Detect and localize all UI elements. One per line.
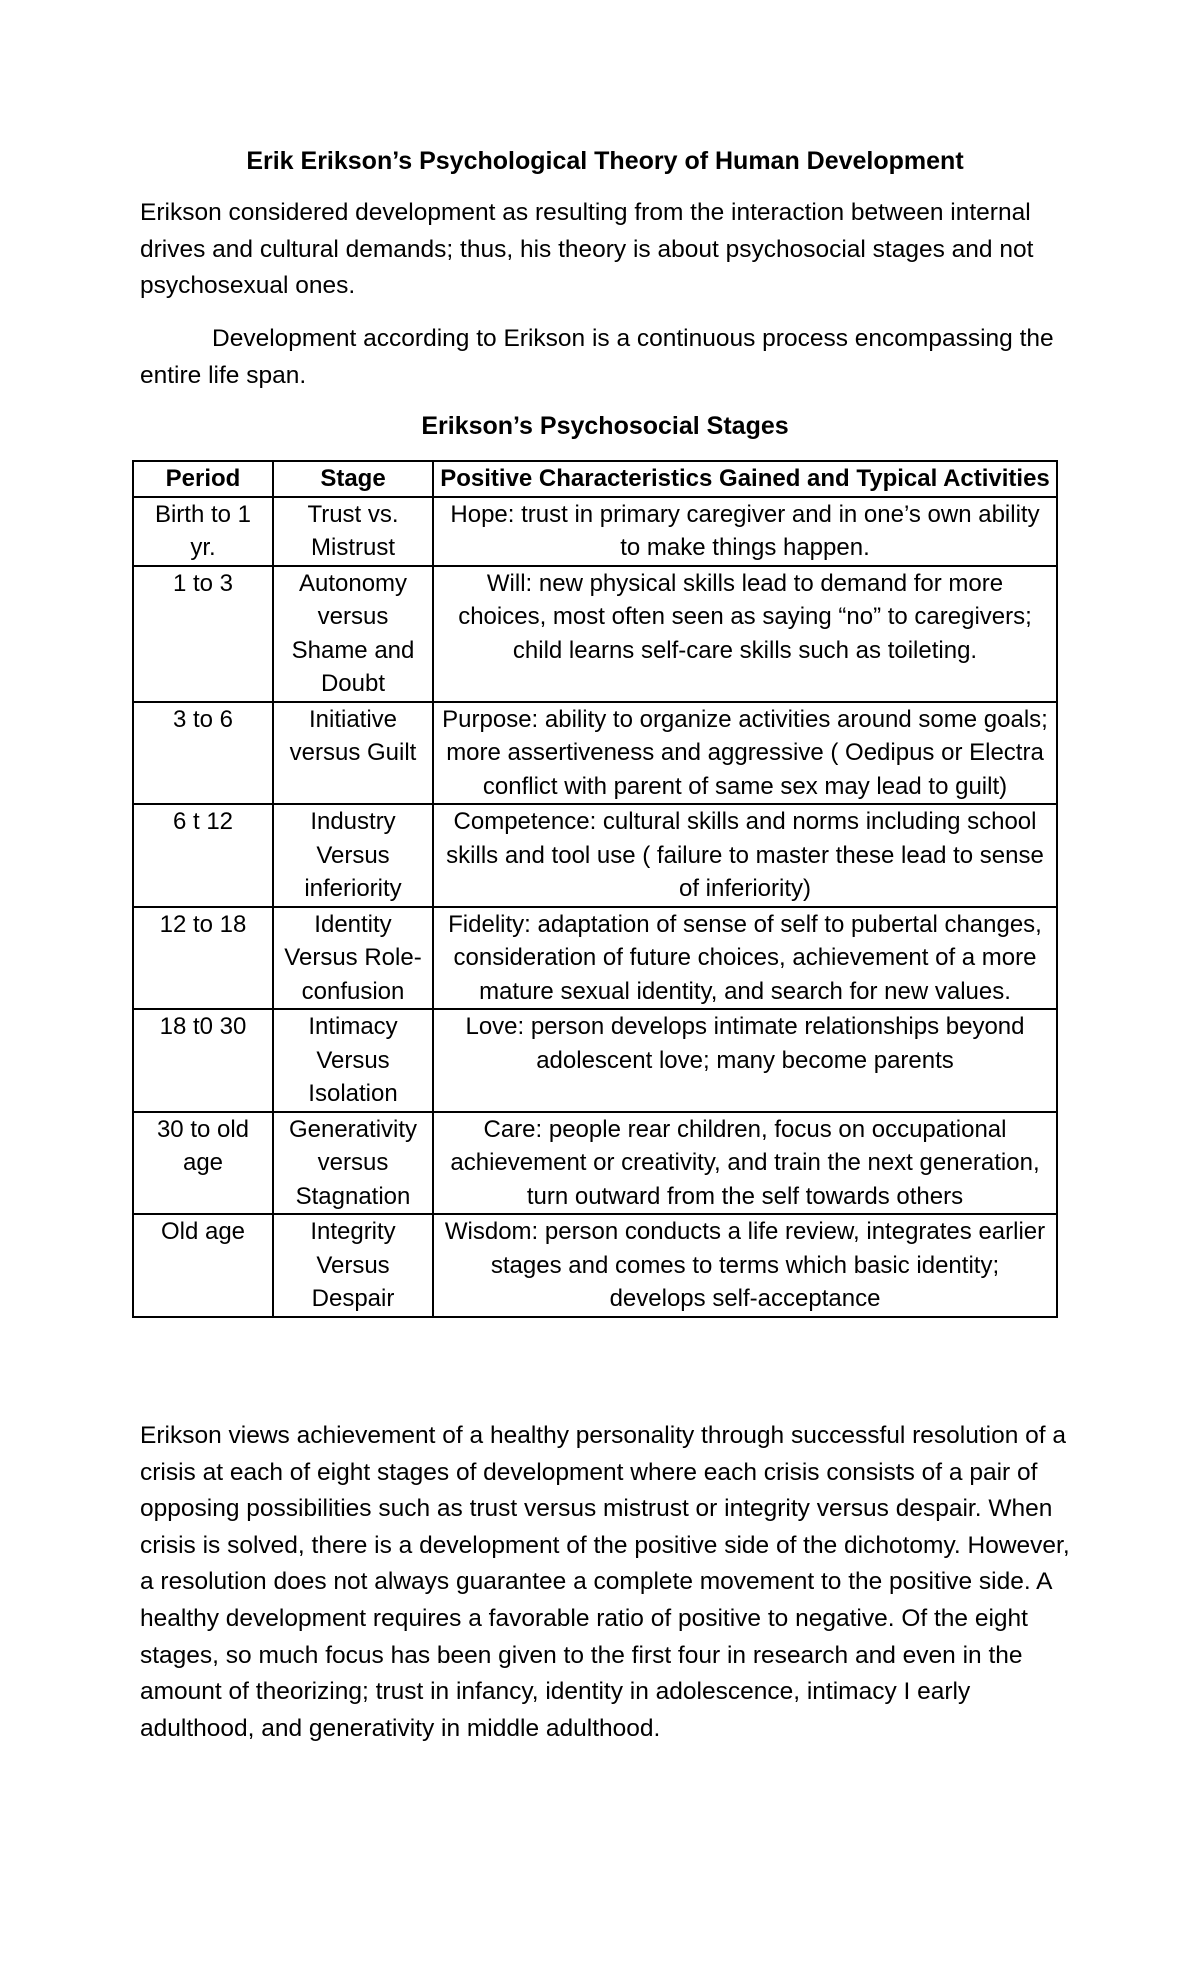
continuous-paragraph: Development according to Erikson is a continuous process encompassing the entire life span. (140, 325, 1054, 389)
header-period: Period (133, 461, 273, 497)
stage-cell: Industry Versus inferiority (273, 804, 433, 907)
positive-cell: Hope: trust in primary caregiver and in one’s own ability to make things happen. (433, 497, 1057, 566)
stage-cell: Integrity Versus Despair (273, 1214, 433, 1317)
period-cell: 1 to 3 (133, 566, 273, 702)
positive-cell: Wisdom: person conducts a life review, integrates earlier stages and comes to terms which basic identity; develops self-acceptance (433, 1214, 1057, 1317)
period-cell: 3 to 6 (133, 702, 273, 805)
period-cell: 6 t 12 (133, 804, 273, 907)
stage-cell: Identity Versus Role-confusion (273, 907, 433, 1010)
table-row (133, 1009, 1057, 1112)
stage-cell: Autonomy versus Shame and Doubt (273, 566, 433, 702)
stage-cell: Intimacy Versus Isolation (273, 1009, 433, 1112)
stage-cell: Trust vs. Mistrust (273, 497, 433, 566)
period-cell: 18 t0 30 (133, 1009, 273, 1112)
table-title: Erikson’s Psychosocial Stages (421, 412, 789, 440)
table-row (133, 497, 1057, 566)
table-row (133, 1214, 1057, 1317)
positive-cell: Will: new physical skills lead to demand for more choices, most often seen as saying “no” to caregivers; child learns self-care skills such as toileting. (433, 566, 1057, 702)
period-cell: 30 to old age (133, 1112, 273, 1215)
positive-cell: Fidelity: adaptation of sense of self to pubertal changes, consideration of future choices, achievement of a more mature sexual identity, and search for new values. (433, 907, 1057, 1010)
period-cell: Old age (133, 1214, 273, 1317)
positive-cell: Purpose: ability to organize activities around some goals; more assertiveness and aggressive ( Oedipus or Electra conflict with parent of same sex may lead to guilt) (433, 702, 1057, 805)
table-row (133, 702, 1057, 805)
header-positive: Positive Characteristics Gained and Typical Activities (433, 461, 1057, 497)
positive-cell: Competence: cultural skills and norms including school skills and tool use ( failure to master these lead to sense of inferiority) (433, 804, 1057, 907)
stage-cell: Generativity versus Stagnation (273, 1112, 433, 1215)
period-cell: 12 to 18 (133, 907, 273, 1010)
table-header-row (133, 461, 1057, 497)
table-row (133, 1112, 1057, 1215)
table-row (133, 804, 1057, 907)
header-stage: Stage (273, 461, 433, 497)
conclusion-paragraph: Erikson views achievement of a healthy personality through successful resolution of a crisis at each of eight stages of development where each crisis consists of a pair of opposing possibilities such as trust versus mistrust or integrity versus despair. When crisis is solved, there is a development of the positive side of the dichotomy. However, a resolution does not always guarantee a complete movement to the positive side. A healthy development requires a favorable ratio of positive to negative. Of the eight stages, so much focus has been given to the first four in research and even in the amount of theorizing; trust in infancy, identity in adolescence, intimacy I early adulthood, and generativity in middle adulthood. (140, 1422, 1070, 1742)
stage-cell: Initiative versus Guilt (273, 702, 433, 805)
intro-paragraph: Erikson considered development as resulting from the interaction between internal drives and cultural demands; thus, his theory is about psychosocial stages and not psychosexual ones. (140, 199, 1034, 299)
table-row (133, 566, 1057, 702)
positive-cell: Love: person develops intimate relationships beyond adolescent love; many become parents (433, 1009, 1057, 1112)
page-title: Erik Erikson’s Psychological Theory of Human Development (246, 147, 964, 175)
positive-cell: Care: people rear children, focus on occupational achievement or creativity, and train the next generation, turn outward from the self towards others (433, 1112, 1057, 1215)
period-cell: Birth to 1 yr. (133, 497, 273, 566)
stages-table (132, 460, 1058, 1318)
table-row (133, 907, 1057, 1010)
